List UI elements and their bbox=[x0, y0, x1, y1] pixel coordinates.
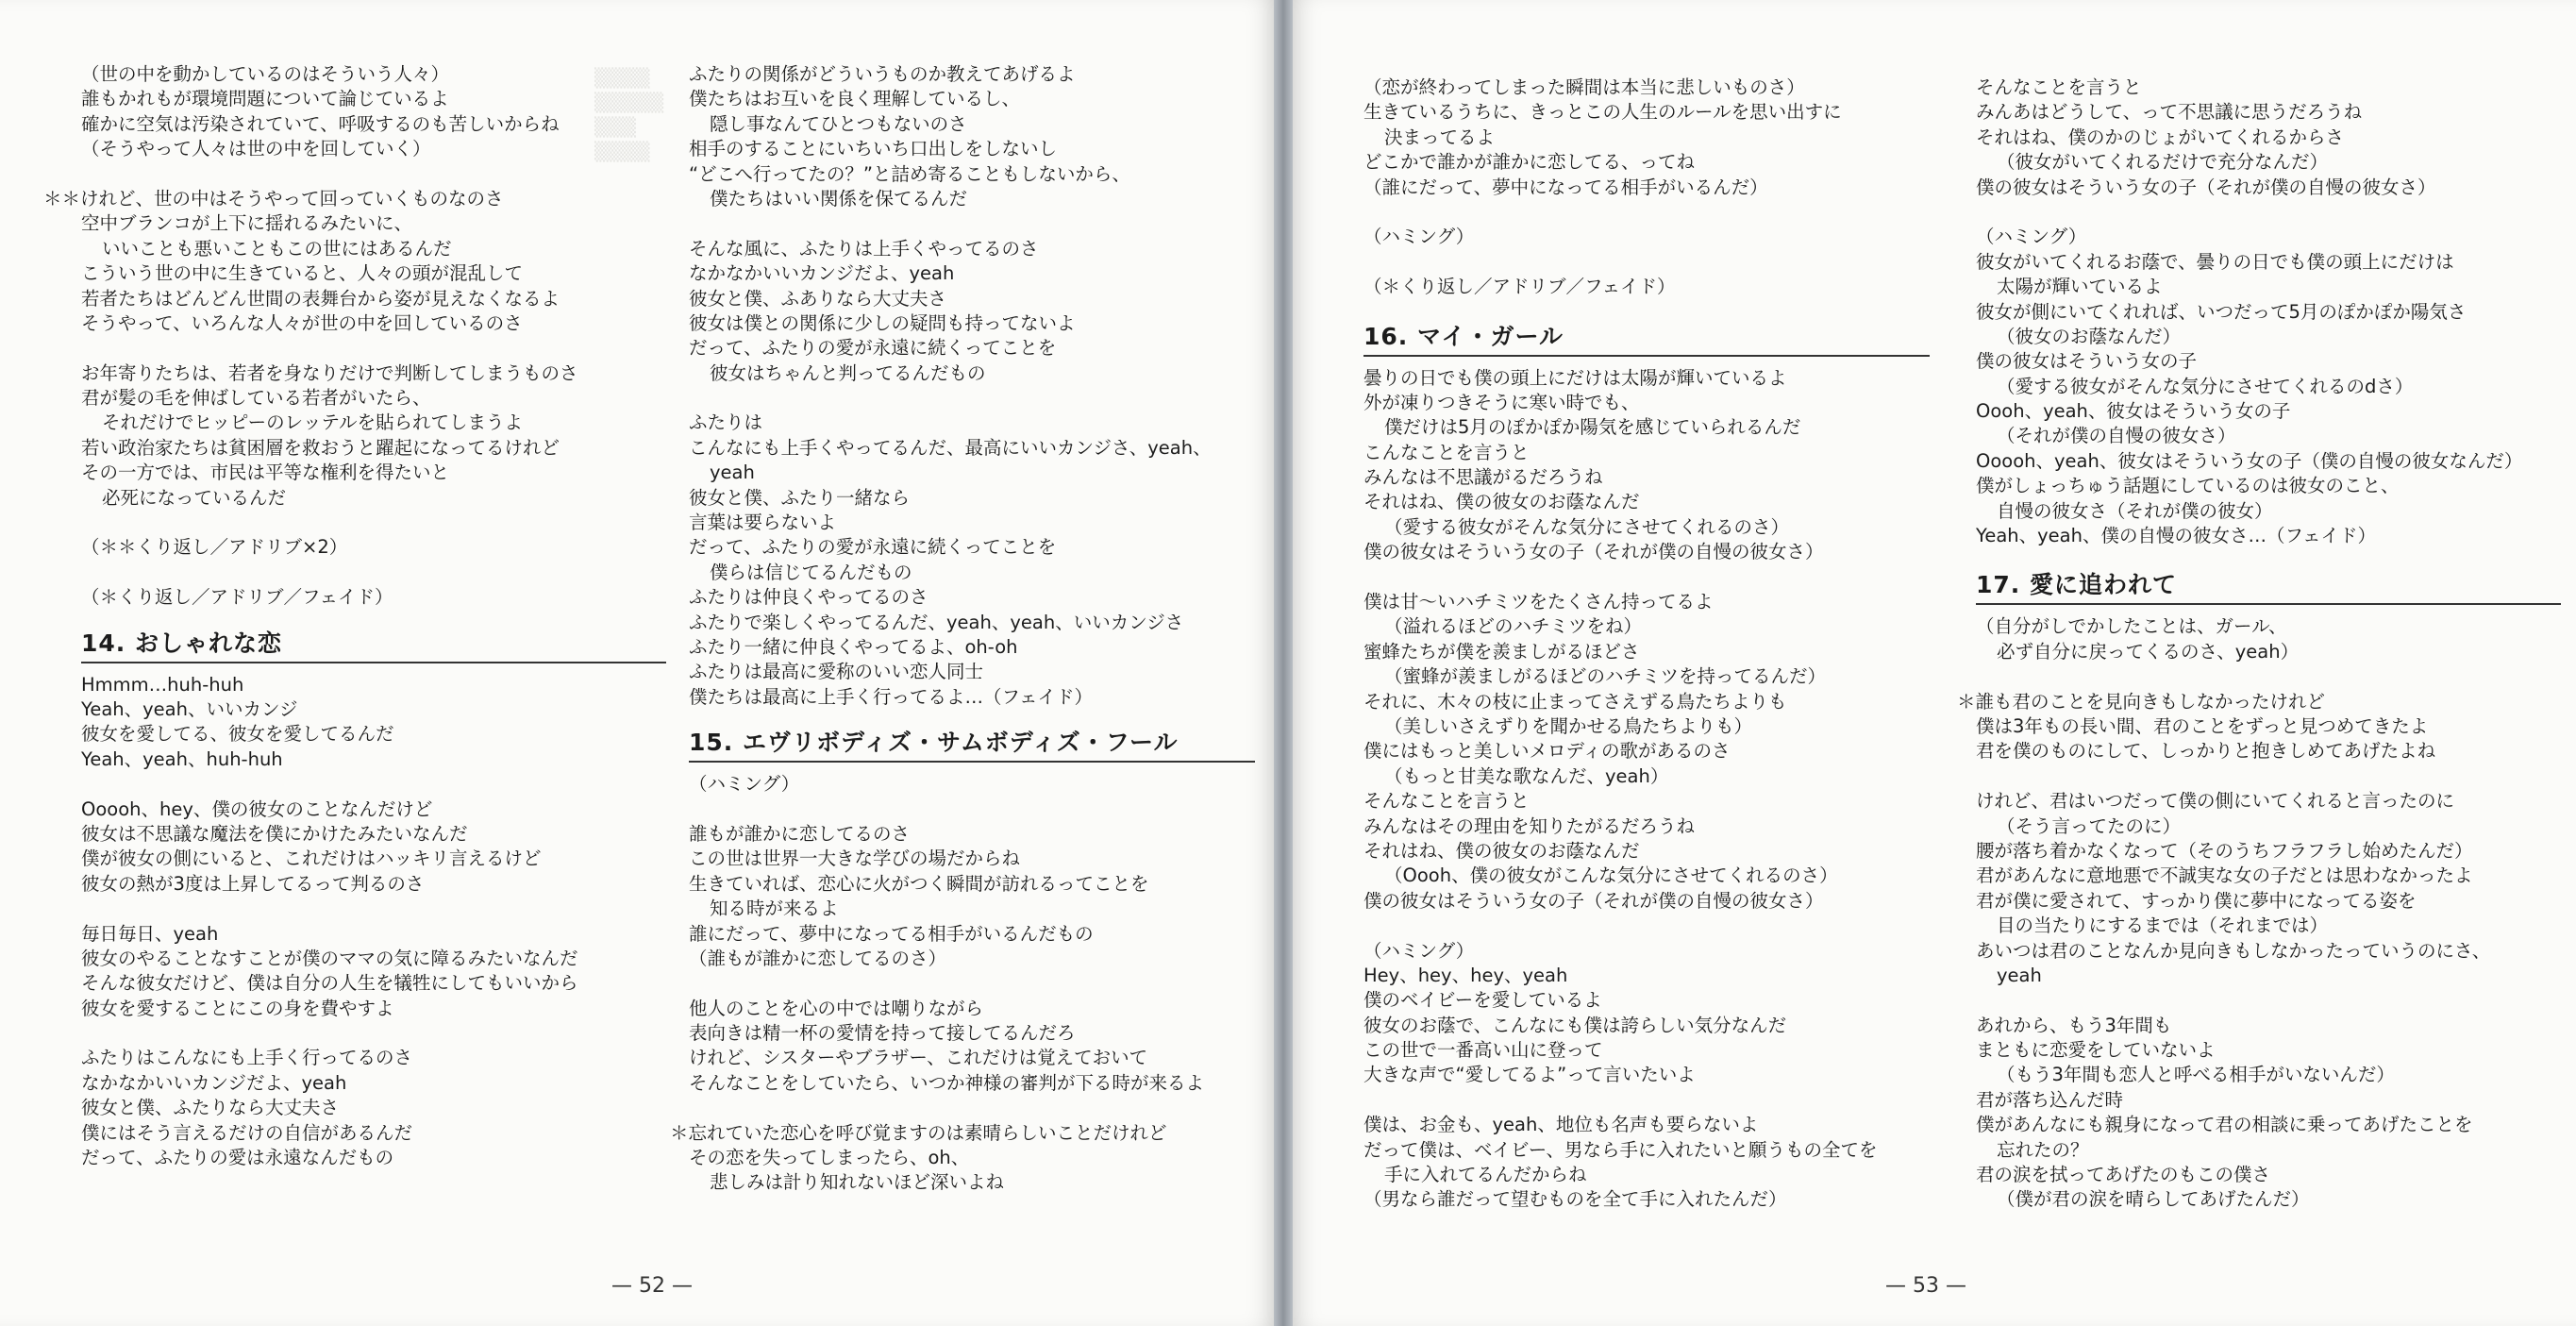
humming-note: （ハミング） bbox=[1976, 226, 2087, 248]
lyric-line: ふたりは bbox=[689, 411, 763, 434]
lyric-line: 僕たちはいい関係を保てるんだ bbox=[710, 187, 968, 210]
lyric-line: 言葉は要らないよ bbox=[689, 512, 837, 534]
lyric-line: 僕の彼女はそういう女の子 bbox=[1976, 350, 2198, 373]
lyrics-stanza bbox=[43, 187, 666, 336]
lyric-line: 誰もが誰かに恋してるのさ bbox=[689, 822, 911, 845]
lyric-line: ＊忘れていた恋心を呼び覚ますのは素晴らしいことだけれど bbox=[670, 1121, 1167, 1144]
lyric-line: 僕だけは5月のぽかぽか陽気を感じていられるんだ bbox=[1384, 416, 1801, 439]
lyric-line: 僕の彼女はそういう女の子（それが僕の自慢の彼女さ） bbox=[1363, 889, 1824, 912]
lyric-line: その恋を失ってしまったら、oh、 bbox=[689, 1147, 970, 1169]
lyric-line: 僕が彼女の側にいると、これだけはハッキリ言えるけど bbox=[81, 848, 542, 870]
lyric-line: 確かに空気は汚染されていて、呼吸するのも苦しいからね bbox=[81, 112, 560, 135]
left-column-1 bbox=[43, 62, 666, 1170]
lyric-line: 僕たちは最高に上手く行ってるよ…（フェイド） bbox=[689, 685, 1094, 708]
lyric-line: （彼女のお蔭なんだ） bbox=[1997, 325, 2182, 347]
lyric-line: 誰もかれもが環境問題について論じているよ bbox=[81, 88, 449, 110]
lyric-line: 外が凍りつきそうに寒い時でも、 bbox=[1363, 391, 1640, 413]
lyric-line: （恋が終わってしまった瞬間は本当に悲しいものさ） bbox=[1363, 76, 1805, 98]
humming-note: （ハミング） bbox=[1363, 226, 1475, 248]
lyric-line: 彼女のお蔭で、こんなにも僕は誇らしい気分なんだ bbox=[1363, 1014, 1787, 1036]
lyrics-stanza bbox=[1976, 76, 2561, 200]
lyric-line: それはね、僕のかのじょがいてくれるからさ bbox=[1976, 126, 2345, 148]
lyric-line: 僕は3年もの長い間、君のことをずっと見つめてきたよ bbox=[1976, 714, 2429, 737]
lyrics-stanza bbox=[81, 797, 666, 898]
lyric-line: 空中ブランコが上下に揺れるみたいに、 bbox=[81, 212, 413, 235]
lyric-line: こんなことを言うと bbox=[1363, 441, 1530, 463]
lyrics-stanza bbox=[689, 822, 1255, 971]
lyric-line: みんなは不思議がるだろうね bbox=[1363, 466, 1603, 489]
lyric-line: 相手のすることにいちいち口出しをしないし bbox=[689, 138, 1058, 160]
section-title-17: 17. 愛に追われて bbox=[1976, 571, 2561, 605]
repeat-note: （＊くり返し／アドリブ／フェイド） bbox=[1363, 276, 1676, 298]
lyric-line: （自分がしでかしたことは、ガール、 bbox=[1976, 615, 2287, 638]
lyric-line: 僕のベイビーを愛しているよ bbox=[1363, 989, 1602, 1012]
lyric-line: 大きな声で“愛してるよ”って言いたいよ bbox=[1363, 1064, 1696, 1086]
lyric-line: こういう世の中に生きていると、人々の頭が混乱して bbox=[81, 262, 524, 285]
lyric-line: ふたりは最高に愛称のいい恋人同士 bbox=[689, 661, 984, 683]
lyric-line: （そうやって人々は世の中を回していく） bbox=[81, 138, 431, 160]
lyric-line: 表向きは精一杯の愛情を持って接してるんだろ bbox=[689, 1022, 1076, 1045]
lyric-line: こんなにも上手くやってるんだ、最高にいいカンジさ、yeah、 bbox=[689, 436, 1212, 459]
right-column-1 bbox=[1363, 76, 1930, 1213]
lyric-line: （誰もが誰かに恋してるのさ） bbox=[689, 947, 947, 969]
lyric-line: その一方では、市民は平等な権利を得たいと bbox=[81, 462, 450, 484]
lyrics-stanza bbox=[81, 922, 666, 1022]
lyric-line: ふたり一緒に仲良くやってるよ、oh-oh bbox=[689, 635, 1018, 658]
lyric-line: 彼女と僕、ふたり一緒なら bbox=[689, 486, 911, 509]
lyric-line: （世の中を動かしているのはそういう人々） bbox=[81, 63, 450, 85]
lyric-line: なかなかいいカンジだよ、yeah bbox=[689, 262, 955, 285]
lyric-line: （美しいさえずりを聞かせる鳥たちよりも） bbox=[1384, 714, 1753, 737]
lyric-line: 僕らは信じてるんだもの bbox=[710, 561, 912, 583]
lyric-line: （誰にだって、夢中になってる相手がいるんだ） bbox=[1363, 176, 1768, 198]
lyric-line: 君が髪の毛を伸ばしている若者がいたら、 bbox=[81, 387, 431, 410]
lyric-line: （溢れるほどのハチミツをね） bbox=[1384, 615, 1643, 638]
section-title-14: 14. おしゃれな恋 bbox=[81, 629, 666, 663]
lyrics-stanza bbox=[1976, 789, 2561, 988]
lyric-line: （Oooh、僕の彼女がこんな気分にさせてくれるのさ） bbox=[1384, 864, 1838, 887]
lyric-line: ふたりはこんなにも上手く行ってるのさ bbox=[81, 1047, 413, 1069]
lyric-line: 悲しみは計り知れないほど深いよね bbox=[710, 1171, 1005, 1194]
lyric-line: 君を僕のものにして、しっかりと抱きしめてあげたよね bbox=[1976, 740, 2436, 763]
lyrics-stanza bbox=[1976, 1014, 2561, 1213]
lyric-line: 彼女と僕、ふありなら大丈夫さ bbox=[689, 287, 947, 310]
lyric-line: まともに恋愛をしていないよ bbox=[1976, 1039, 2216, 1062]
lyric-line: 僕がしょっちゅう話題にしているのは彼女のこと、 bbox=[1976, 475, 2400, 497]
lyric-line: 必死になっているんだ bbox=[102, 486, 287, 509]
lyrics-stanza bbox=[81, 673, 666, 773]
lyric-line: けれど、君はいつだって僕の側にいてくれると言ったのに bbox=[1976, 790, 2455, 813]
lyric-line: ＊誰も君のことを見向きもしなかったけれど bbox=[1957, 690, 2326, 713]
lyric-line: （もっと甘美な歌なんだ、yeah） bbox=[1384, 764, 1669, 787]
lyric-line: 彼女は僕との関係に少しの疑問も持ってないよ bbox=[689, 311, 1076, 334]
lyric-line: Ooooh、hey、僕の彼女のことなんだけど bbox=[81, 797, 433, 820]
repeat-note: （＊くり返し／アドリブ／フェイド） bbox=[81, 586, 393, 609]
lyrics-stanza bbox=[81, 62, 666, 162]
lyric-line: Yeah、yeah、僕の自慢の彼女さ…（フェイド） bbox=[1976, 525, 2376, 547]
lyric-line: Ooooh、yeah、彼女はそういう女の子（僕の自慢の彼女なんだ） bbox=[1976, 449, 2523, 472]
lyric-line: それだけでヒッピーのレッテルを貼られてしまうよ bbox=[102, 411, 523, 434]
lyric-line: 君が落ち込んだ時 bbox=[1976, 1088, 2124, 1111]
lyrics-stanza bbox=[670, 1121, 1255, 1196]
lyric-line: 生きていれば、恋心に火がつく瞬間が訪れるってことを bbox=[689, 872, 1149, 895]
lyric-line: だって、ふたりの愛が永遠に続くってことを bbox=[689, 536, 1057, 559]
lyric-line: 僕は、お金も、yeah、地位も名声も要らないよ bbox=[1363, 1114, 1759, 1136]
lyric-line: そんなことを言うと bbox=[1976, 76, 2142, 98]
lyric-line: 彼女を愛することにこの身を費やすよ bbox=[81, 997, 394, 1019]
lyric-line: それはね、僕の彼女のお蔭なんだ bbox=[1363, 839, 1640, 862]
lyric-line: 決まってるよ bbox=[1384, 126, 1496, 148]
lyric-line: （もう3年間も恋人と呼べる相手がいないんだ） bbox=[1997, 1064, 2395, 1086]
lyric-line: だって僕は、ベイビー、男なら手に入れたいと願うもの全てを bbox=[1363, 1138, 1878, 1161]
section-title-16: 16. マイ・ガール bbox=[1363, 323, 1930, 357]
lyric-line: Hmmm…huh-huh bbox=[81, 673, 244, 696]
lyric-line: Yeah、yeah、いいカンジ bbox=[81, 697, 298, 720]
lyric-line: そんなことを言うと bbox=[1363, 790, 1530, 813]
lyric-line: 目の当たりにするまでは（それまでは） bbox=[1997, 915, 2329, 937]
lyric-line: どこかで誰かが誰かに恋してる、ってね bbox=[1363, 151, 1696, 174]
lyric-line: 彼女と僕、ふたりなら大丈夫さ bbox=[81, 1097, 340, 1119]
lyric-line: 自慢の彼女さ（それが僕の彼女） bbox=[1997, 499, 2273, 522]
lyrics-stanza bbox=[689, 237, 1255, 386]
lyric-line: 毎日毎日、yeah bbox=[81, 922, 219, 945]
lyric-line: （愛する彼女がそんな気分にさせてくれるのdさ） bbox=[1997, 375, 2414, 397]
lyric-line: そんな風に、ふたりは上手くやってるのさ bbox=[689, 237, 1039, 260]
bleed-through-ghost: ▒▒▒▒ ▒▒▒▒▒ ▒▒▒ ▒▒▒▒ bbox=[594, 68, 664, 162]
lyric-line: そんな彼女だけど、僕は自分の人生を犠牲にしてもいいから bbox=[81, 972, 578, 995]
lyric-line: 若い政治家たちは貧困層を救おうと躍起になってるけれど bbox=[81, 436, 560, 459]
lyric-line: そうやって、いろんな人々が世の中を回しているのさ bbox=[81, 311, 523, 334]
lyrics-stanza bbox=[1363, 366, 1930, 565]
lyric-line: （彼女がいてくれるだけで充分なんだ） bbox=[1997, 151, 2329, 174]
lyric-line: 僕にはもっと美しいメロディの歌があるのさ bbox=[1363, 740, 1731, 763]
lyric-line: あいつは君のことなんか見向きもしなかったっていうのにさ、 bbox=[1976, 939, 2491, 962]
lyric-line: 必ず自分に戻ってくるのさ、yeah） bbox=[1997, 640, 2300, 663]
lyric-line: （男なら誰だって望むものを全て手に入れたんだ） bbox=[1363, 1188, 1787, 1211]
lyrics-stanza bbox=[81, 361, 666, 511]
humming-note: （ハミング） bbox=[1363, 939, 1475, 962]
lyric-line: 君が僕に愛されて、すっかり僕に夢中になってる姿を bbox=[1976, 889, 2417, 912]
lyric-line: （僕が君の涙を晴らしてあげたんだ） bbox=[1997, 1188, 2310, 1211]
right-page bbox=[1293, 0, 2576, 1326]
lyric-line: ふたりは仲良くやってるのさ bbox=[689, 586, 928, 609]
lyric-line: 彼女は不思議な魔法を僕にかけたみたいなんだ bbox=[81, 822, 468, 845]
lyric-line: 僕の彼女はそういう女の子（それが僕の自慢の彼女さ） bbox=[1976, 176, 2436, 198]
lyric-line: 彼女がいてくれるお蔭で、曇りの日でも僕の頭上にだけは bbox=[1976, 250, 2454, 273]
right-column-2 bbox=[1957, 76, 2561, 1213]
lyric-line: それはね、僕の彼女のお蔭なんだ bbox=[1363, 491, 1640, 513]
lyrics-stanza bbox=[689, 997, 1255, 1097]
section-title-15: 15. エヴリボディズ・サムボディズ・フール bbox=[689, 729, 1255, 763]
lyrics-stanza bbox=[1363, 590, 1930, 914]
lyric-line: 他人のことを心の中では嘲りながら bbox=[689, 997, 984, 1019]
lyric-line: ＊＊けれど、世の中はそうやって回っていくものなのさ bbox=[43, 187, 504, 210]
lyric-line: 僕があんなにも親身になって君の相談に乗ってあげたことを bbox=[1976, 1114, 2473, 1136]
page-number: — 53 — bbox=[1885, 1274, 1966, 1298]
lyric-line: だって、ふたりの愛が永遠に続くってことを bbox=[689, 337, 1057, 360]
lyric-line: 僕にはそう言えるだけの自信があるんだ bbox=[81, 1121, 413, 1144]
lyrics-stanza bbox=[1363, 964, 1930, 1088]
lyrics-stanza bbox=[1976, 614, 2561, 664]
lyric-line: 誰にだって、夢中になってる相手がいるんだもの bbox=[689, 922, 1094, 945]
lyric-line: Hey、hey、hey、yeah bbox=[1363, 964, 1568, 986]
lyric-line: 彼女はちゃんと判ってるんだもの bbox=[710, 361, 986, 384]
lyric-line: 僕の彼女はそういう女の子（それが僕の自慢の彼女さ） bbox=[1363, 541, 1824, 563]
lyric-line: いいことも悪いこともこの世にはあるんだ bbox=[102, 237, 452, 260]
left-page bbox=[0, 0, 1274, 1326]
lyric-line: 僕たちはお互いを良く理解しているし、 bbox=[689, 88, 1021, 110]
lyrics-stanza bbox=[1957, 690, 2561, 764]
lyric-line: 忘れたの？ bbox=[1997, 1138, 2089, 1161]
repeat-note: （＊＊くり返し／アドリブ×2） bbox=[81, 536, 348, 559]
lyric-line: （それが僕の自慢の彼女さ） bbox=[1997, 425, 2236, 447]
lyric-line: 腰が落ち着かなくなって（そのうちフラフラし始めたんだ） bbox=[1976, 839, 2473, 862]
lyric-line: この世で一番高い山に登って bbox=[1363, 1039, 1603, 1062]
lyric-line: ふたりで楽しくやってるんだ、yeah、yeah、いいカンジさ bbox=[689, 611, 1184, 633]
lyric-line: みんあはどうして、って不思議に思うだろうね bbox=[1976, 101, 2363, 124]
lyric-line: yeah bbox=[710, 462, 755, 484]
lyrics-stanza bbox=[1363, 76, 1930, 200]
lyric-line: 手に入れてるんだからね bbox=[1384, 1164, 1587, 1186]
lyric-line: yeah bbox=[1997, 964, 2042, 986]
lyric-line: お年寄りたちは、若者を身なりだけで判断してしまうものさ bbox=[81, 361, 578, 384]
lyrics-stanza bbox=[689, 411, 1255, 710]
humming-note: （ハミング） bbox=[689, 773, 800, 796]
lyric-line: 彼女を愛してる、彼女を愛してるんだ bbox=[81, 723, 394, 746]
lyric-line: そんなことをしていたら、いつか神様の審判が下る時が来るよ bbox=[689, 1071, 1205, 1094]
lyric-line: 君があんなに意地悪で不誠実な女の子だとは思わなかったよ bbox=[1976, 864, 2473, 887]
lyric-line: （蜜蜂が羨ましがるほどのハチミツを持ってるんだ） bbox=[1384, 665, 1827, 688]
lyric-line: だって、ふたりの愛は永遠なんだもの bbox=[81, 1147, 394, 1169]
lyric-line: “どこへ行ってたの？”と詰め寄ることもしないから、 bbox=[689, 162, 1130, 185]
lyric-line: （そう言ってたのに） bbox=[1997, 814, 2182, 837]
lyric-line: 彼女の熱が3度は上昇してるって判るのさ bbox=[81, 872, 425, 895]
lyric-line: みんなはその理由を知りたがるだろうね bbox=[1363, 814, 1696, 837]
lyric-line: Oooh、yeah、彼女はそういう女の子 bbox=[1976, 400, 2291, 423]
lyric-line: 彼女が側にいてくれれば、いつだって5月のぽかぽか陽気さ bbox=[1976, 300, 2467, 323]
page-number: — 52 — bbox=[611, 1274, 693, 1298]
lyric-line: ふたりの関係がどういうものか教えてあげるよ bbox=[689, 63, 1076, 85]
lyric-line: 太陽が輝いているよ bbox=[1997, 276, 2163, 298]
lyrics-stanza bbox=[689, 62, 1255, 211]
book-spine bbox=[1274, 0, 1293, 1326]
lyric-line: この世は世界一大きな学びの場だからね bbox=[689, 848, 1021, 870]
lyrics-stanza bbox=[1976, 250, 2561, 549]
lyric-line: 曇りの日でも僕の頭上にだけは太陽が輝いているよ bbox=[1363, 366, 1787, 389]
lyric-line: 君の涙を拭ってあげたのもこの僕さ bbox=[1976, 1164, 2271, 1186]
lyric-line: 生きているうちに、きっとこの人生のルールを思い出すに bbox=[1363, 101, 1842, 124]
lyrics-stanza bbox=[81, 1046, 666, 1170]
lyric-line: それに、木々の枝に止まってさえずる鳥たちよりも bbox=[1363, 690, 1787, 713]
left-column-2 bbox=[670, 62, 1255, 1196]
lyric-line: Yeah、yeah、huh-huh bbox=[81, 747, 283, 770]
lyric-line: 知る時が来るよ bbox=[710, 898, 839, 920]
lyric-line: あれから、もう3年間も bbox=[1976, 1014, 2172, 1036]
lyric-line: （愛する彼女がそんな気分にさせてくれるのさ） bbox=[1384, 515, 1790, 538]
lyric-line: けれど、シスターやブラザー、これだけは覚えておいて bbox=[689, 1047, 1148, 1069]
lyric-line: なかなかいいカンジだよ、yeah bbox=[81, 1071, 347, 1094]
lyric-line: 彼女のやることなすことが僕のママの気に障るみたいなんだ bbox=[81, 947, 578, 969]
lyrics-stanza bbox=[1363, 1113, 1930, 1213]
lyric-line: 若者たちはどんどん世間の表舞台から姿が見えなくなるよ bbox=[81, 287, 560, 310]
lyric-line: 隠し事なんてひとつもないのさ bbox=[710, 112, 967, 135]
lyric-line: 蜜蜂たちが僕を羨ましがるほどさ bbox=[1363, 640, 1640, 663]
lyric-line: 僕は甘～いハチミツをたくさん持ってるよ bbox=[1363, 591, 1714, 613]
